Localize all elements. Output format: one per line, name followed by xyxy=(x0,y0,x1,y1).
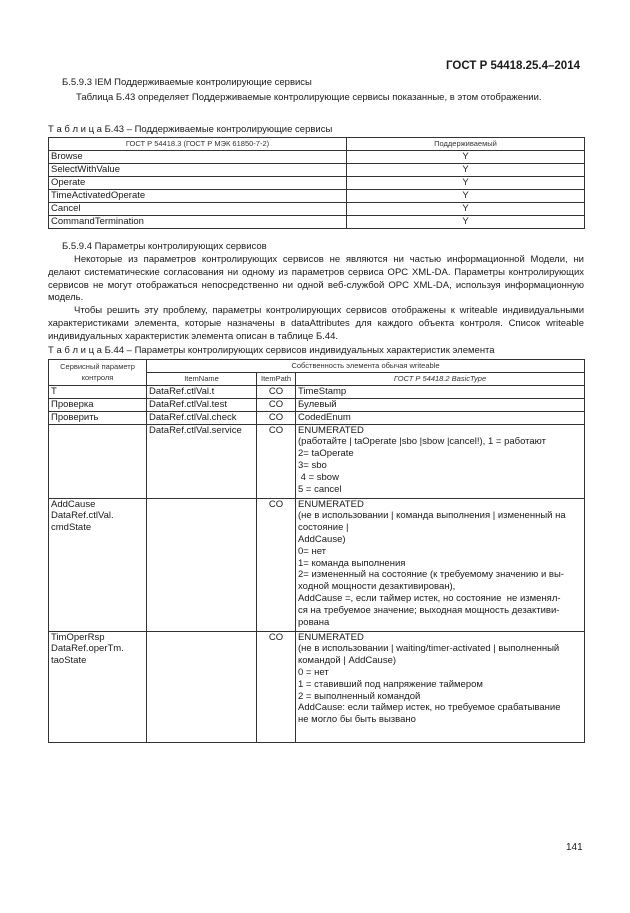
document-code: ГОСТ Р 54418.25.4–2014 xyxy=(446,60,580,72)
section-heading-b594: Б.5.9.4 Параметры контролирующих сервисов xyxy=(62,241,267,252)
itemname-cell: DataRef.ctlVal.t xyxy=(147,385,257,398)
cell-line: DataRef.ctlVal. xyxy=(51,510,114,522)
cell-line: 1 = ставивший под напряжение таймером xyxy=(298,678,483,690)
cell-line: 2= измененный на состояние (к требуемому значению и вы- xyxy=(298,569,564,581)
table-row xyxy=(49,177,585,190)
cell-line: ся на требуемое значение; выходная мощность дезактиви- xyxy=(298,604,560,616)
service-name: Cancel xyxy=(49,203,347,216)
table-b44 xyxy=(48,359,585,743)
param-cell xyxy=(49,498,147,631)
basictype-cell xyxy=(296,498,585,631)
table-row xyxy=(49,398,585,411)
cell-line: AddCause: если таймер истек, но требуемое срабатывание xyxy=(298,702,561,714)
column-header: ГОСТ Р 54418.3 (ГОСТ Р МЭК 61850-7-2) xyxy=(49,138,347,151)
table-row xyxy=(49,151,585,164)
itempath-cell: CO xyxy=(257,424,296,498)
cell-line: cmdState xyxy=(51,522,92,534)
itemname-cell: DataRef.ctlVal.test xyxy=(147,398,257,411)
table-row xyxy=(49,424,585,498)
cell-line: рована xyxy=(298,616,330,628)
service-name: SelectWithValue xyxy=(49,164,347,177)
supported-value: Y xyxy=(347,216,585,229)
cell-line: ходной мощности дезактивирован), xyxy=(298,581,456,593)
supported-value: Y xyxy=(347,177,585,190)
cell-line: 3= sbo xyxy=(298,459,327,471)
cell-line: (не в использовании | команда выполнения | измененный на xyxy=(298,510,566,522)
basictype-cell xyxy=(296,631,585,742)
column-header: Поддерживаемый xyxy=(347,138,585,151)
cell-line: 4 = sbow xyxy=(298,471,339,483)
service-name: TimeActivatedOperate xyxy=(49,190,347,203)
supported-value: Y xyxy=(347,190,585,203)
supported-value: Y xyxy=(347,151,585,164)
table-caption-b43: Т а б л и ц а Б.43 – Поддерживаемые контролирующие сервисы xyxy=(48,124,333,135)
cell-line: AddCause) xyxy=(298,533,346,545)
basictype-cell: TimeStamp xyxy=(296,385,585,398)
itemname-cell xyxy=(147,631,257,742)
cell-line: (работайте | taOperate |sbo |sbow |cancel!), 1 = работают xyxy=(298,436,546,448)
paragraph: Некоторые из параметров контролирующих сервисов не являются ни частью информационной Модели, ни делают систематические согласования ни одному из параметров сервиса OPC XML-DA. Параметры контролирующих сервисов не могут отображаться непосредственно ни одной веб-службой OPC XML-DA, используя информационную модель. xyxy=(48,254,584,304)
supported-value: Y xyxy=(347,164,585,177)
cell-line: 1= команда выполнения xyxy=(298,557,406,569)
cell-line: не могло бы быть вызвано xyxy=(298,714,416,726)
page-number: 141 xyxy=(566,842,583,853)
cell-line: командой | AddCause) xyxy=(298,655,397,667)
table-row xyxy=(49,498,585,631)
cell-line: 2= taOperate xyxy=(298,448,354,460)
table-row xyxy=(49,385,585,398)
itemname-cell: DataRef.ctlVal.check xyxy=(147,411,257,424)
param-cell xyxy=(49,631,147,742)
itemname-cell: DataRef.ctlVal.service xyxy=(147,424,257,498)
cell-line: (не в использовании | waiting/timer-activated | выполненный xyxy=(298,643,560,655)
table-row xyxy=(49,216,585,229)
section-text-b593: Таблица Б.43 определяет Поддерживаемые контролирующие сервисы показанные, в этом отображении. xyxy=(76,92,542,103)
supported-value: Y xyxy=(347,203,585,216)
cell-line: состояние | xyxy=(298,522,349,534)
cell-line: DataRef.operTm. xyxy=(51,643,124,655)
param-cell: T xyxy=(49,385,147,398)
param-cell: Проверка xyxy=(49,398,147,411)
section-heading-b593: Б.5.9.3 IEM Поддерживаемые контролирующие сервисы xyxy=(62,77,312,88)
group-column-header: Собственность элемента обычая writeable xyxy=(147,360,585,373)
itempath-cell: CO xyxy=(257,398,296,411)
cell-line: AddCause xyxy=(51,498,96,510)
section-body-b594 xyxy=(48,254,584,344)
basictype-cell xyxy=(296,424,585,498)
basictype-column-header: ГОСТ Р 54418.2 BasicType xyxy=(296,372,585,385)
basictype-cell: Булевый xyxy=(296,398,585,411)
table-row xyxy=(49,203,585,216)
table-row xyxy=(49,631,585,742)
table-b43 xyxy=(48,137,585,229)
cell-line: TimOperRsp xyxy=(51,631,105,643)
cell-line: AddCause =, если таймер истек, но состояние не изменял- xyxy=(298,592,561,604)
itempath-cell: CO xyxy=(257,411,296,424)
service-name: CommandTermination xyxy=(49,216,347,229)
cell-line: 0= нет xyxy=(298,545,327,557)
cell-line: 5 = cancel xyxy=(298,483,342,495)
basictype-cell: CodedEnum xyxy=(296,411,585,424)
itemname-column-header: ItemName xyxy=(147,372,257,385)
service-name: Browse xyxy=(49,151,347,164)
cell-line: 0 = нет xyxy=(298,666,329,678)
itempath-cell: CO xyxy=(257,385,296,398)
param-column-header: Сервисный параметр контроля xyxy=(49,360,147,386)
itemname-cell xyxy=(147,498,257,631)
param-cell: Проверить xyxy=(49,411,147,424)
cell-line: ENUMERATED xyxy=(298,631,364,643)
table-row xyxy=(49,411,585,424)
cell-line: ENUMERATED xyxy=(298,498,364,510)
cell-line: ENUMERATED xyxy=(298,424,364,436)
itempath-cell: CO xyxy=(257,498,296,631)
cell-line: 2 = выполненный командой xyxy=(298,690,421,702)
paragraph: Чтобы решить эту проблему, параметры контролирующих сервисов отображены к writeable индивидуальными характеристиками элемента, которые назначены в dataAttributes для каждого объекта контроля. Список writeable индивидуальных характеристик элемента описан в таблице Б.44. xyxy=(48,305,584,342)
param-cell xyxy=(49,424,147,498)
table-row xyxy=(49,164,585,177)
table-row xyxy=(49,190,585,203)
itempath-cell: CO xyxy=(257,631,296,742)
service-name: Operate xyxy=(49,177,347,190)
itempath-column-header: ItemPath xyxy=(257,372,296,385)
table-caption-b44: Т а б л и ц а Б.44 – Параметры контролирующих сервисов индивидуальных характеристик элемента xyxy=(48,345,495,356)
cell-line: taoState xyxy=(51,655,87,667)
